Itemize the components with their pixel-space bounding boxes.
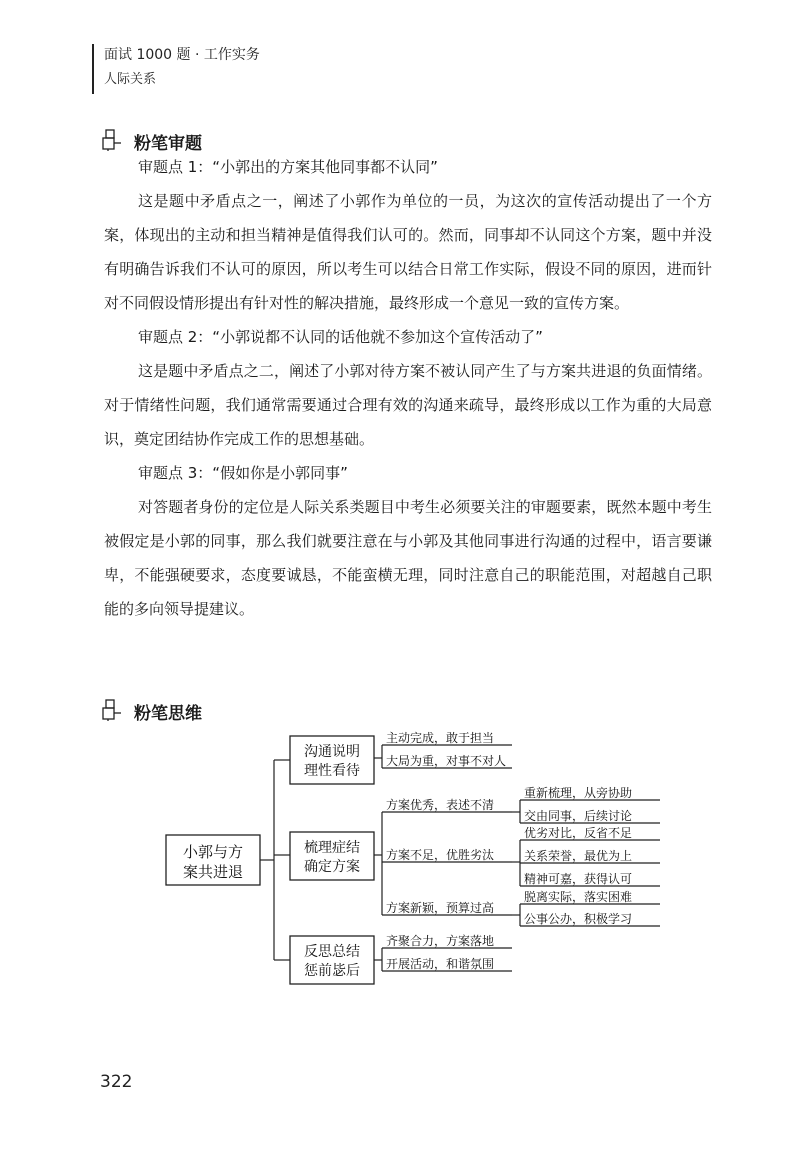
point-paragraph: 这是题中矛盾点之一，阐述了小郭作为单位的一员，为这次的宣传活动提出了一个方案，体现出的主动和担当精神是值得我们认可的。然而，同事却不认同这个方案，题中并没有明确告诉我们不认可的原因，所以考生可以结合日常工作实际，假设不同的原因，进而针对不同假设情形提出有针对性的解决措施，最终形成一个意见一致的宣传方案。: [104, 192, 712, 312]
page-number: 322: [100, 1072, 133, 1092]
leaf-text: 公事公办，积极学习: [524, 912, 633, 926]
point-paragraph: 对答题者身份的定位是人际关系类题目中考生必须要关注的审题要素，既然本题中考生被假定是小郭的同事，那么我们就要注意在与小郭及其他同事进行沟通的过程中，语言要谦卑，不能强硬要求，态度要诚恳，不能蛮横无理，同时注意自己的职能范围，对超越自己职能的多向领导提建议。: [104, 498, 712, 618]
point-label: 审题点 2：“小郭说都不认同的话他就不参加这个宣传活动了”: [138, 328, 543, 346]
series-title: 面试 1000 题 · 工作实务: [104, 47, 260, 63]
mind-map: [150, 720, 670, 1000]
branch-node-line: 确定方案: [304, 859, 360, 875]
leaf-text: 精神可嘉，获得认可: [524, 872, 633, 886]
leaf-text: 开展活动，和谐氛围: [386, 957, 495, 971]
branch-node-line: 梳理症结: [304, 840, 360, 856]
running-header: [92, 42, 512, 96]
leaf-text: 主动完成，敢于担当: [386, 731, 495, 745]
root-node-line: 小郭与方: [182, 843, 244, 861]
root-node-line: 案共进退: [182, 863, 244, 881]
leaf-text: 脱离实际，落实困难: [524, 890, 633, 904]
section-title: 粉笔思维: [134, 704, 202, 724]
header-rule: [92, 44, 94, 94]
section-title: 粉笔审题: [134, 134, 202, 154]
sub-branch-text: 方案新颖，预算过高: [386, 901, 495, 915]
leaf-text: 齐聚合力，方案落地: [386, 934, 495, 948]
sub-branch-text: 方案不足，优胜劣汰: [386, 848, 495, 862]
point-label: 审题点 1：“小郭出的方案其他同事都不认同”: [138, 158, 438, 176]
chapter-title: 人际关系: [104, 72, 157, 87]
sub-branch-text: 方案优秀，表述不清: [386, 798, 495, 812]
leaf-text: 优劣对比，反省不足: [524, 826, 633, 840]
branch-node-line: 沟通说明: [304, 744, 360, 760]
leaf-text: 重新梳理，从旁协助: [524, 786, 633, 800]
grid-bullet-icon: [100, 128, 124, 152]
branch-node-line: 反思总结: [304, 944, 360, 960]
point-label: 审题点 3：“假如你是小郭同事”: [138, 464, 348, 482]
branch-node-line: 惩前毖后: [304, 963, 360, 979]
leaf-text: 交由同事，后续讨论: [524, 809, 633, 823]
branch-node-line: 理性看待: [304, 763, 360, 779]
grid-bullet-icon: [100, 698, 124, 722]
leaf-text: 大局为重，对事不对人: [386, 754, 507, 768]
point-paragraph: 这是题中矛盾点之二，阐述了小郭对待方案不被认同产生了与方案共进退的负面情绪。对于情绪性问题，我们通常需要通过合理有效的沟通来疏导，最终形成以工作为重的大局意识，奠定团结协作完成工作的思想基础。: [104, 362, 712, 448]
leaf-text: 关系荣誉，最优为上: [524, 849, 633, 863]
analysis-body: [104, 150, 712, 626]
